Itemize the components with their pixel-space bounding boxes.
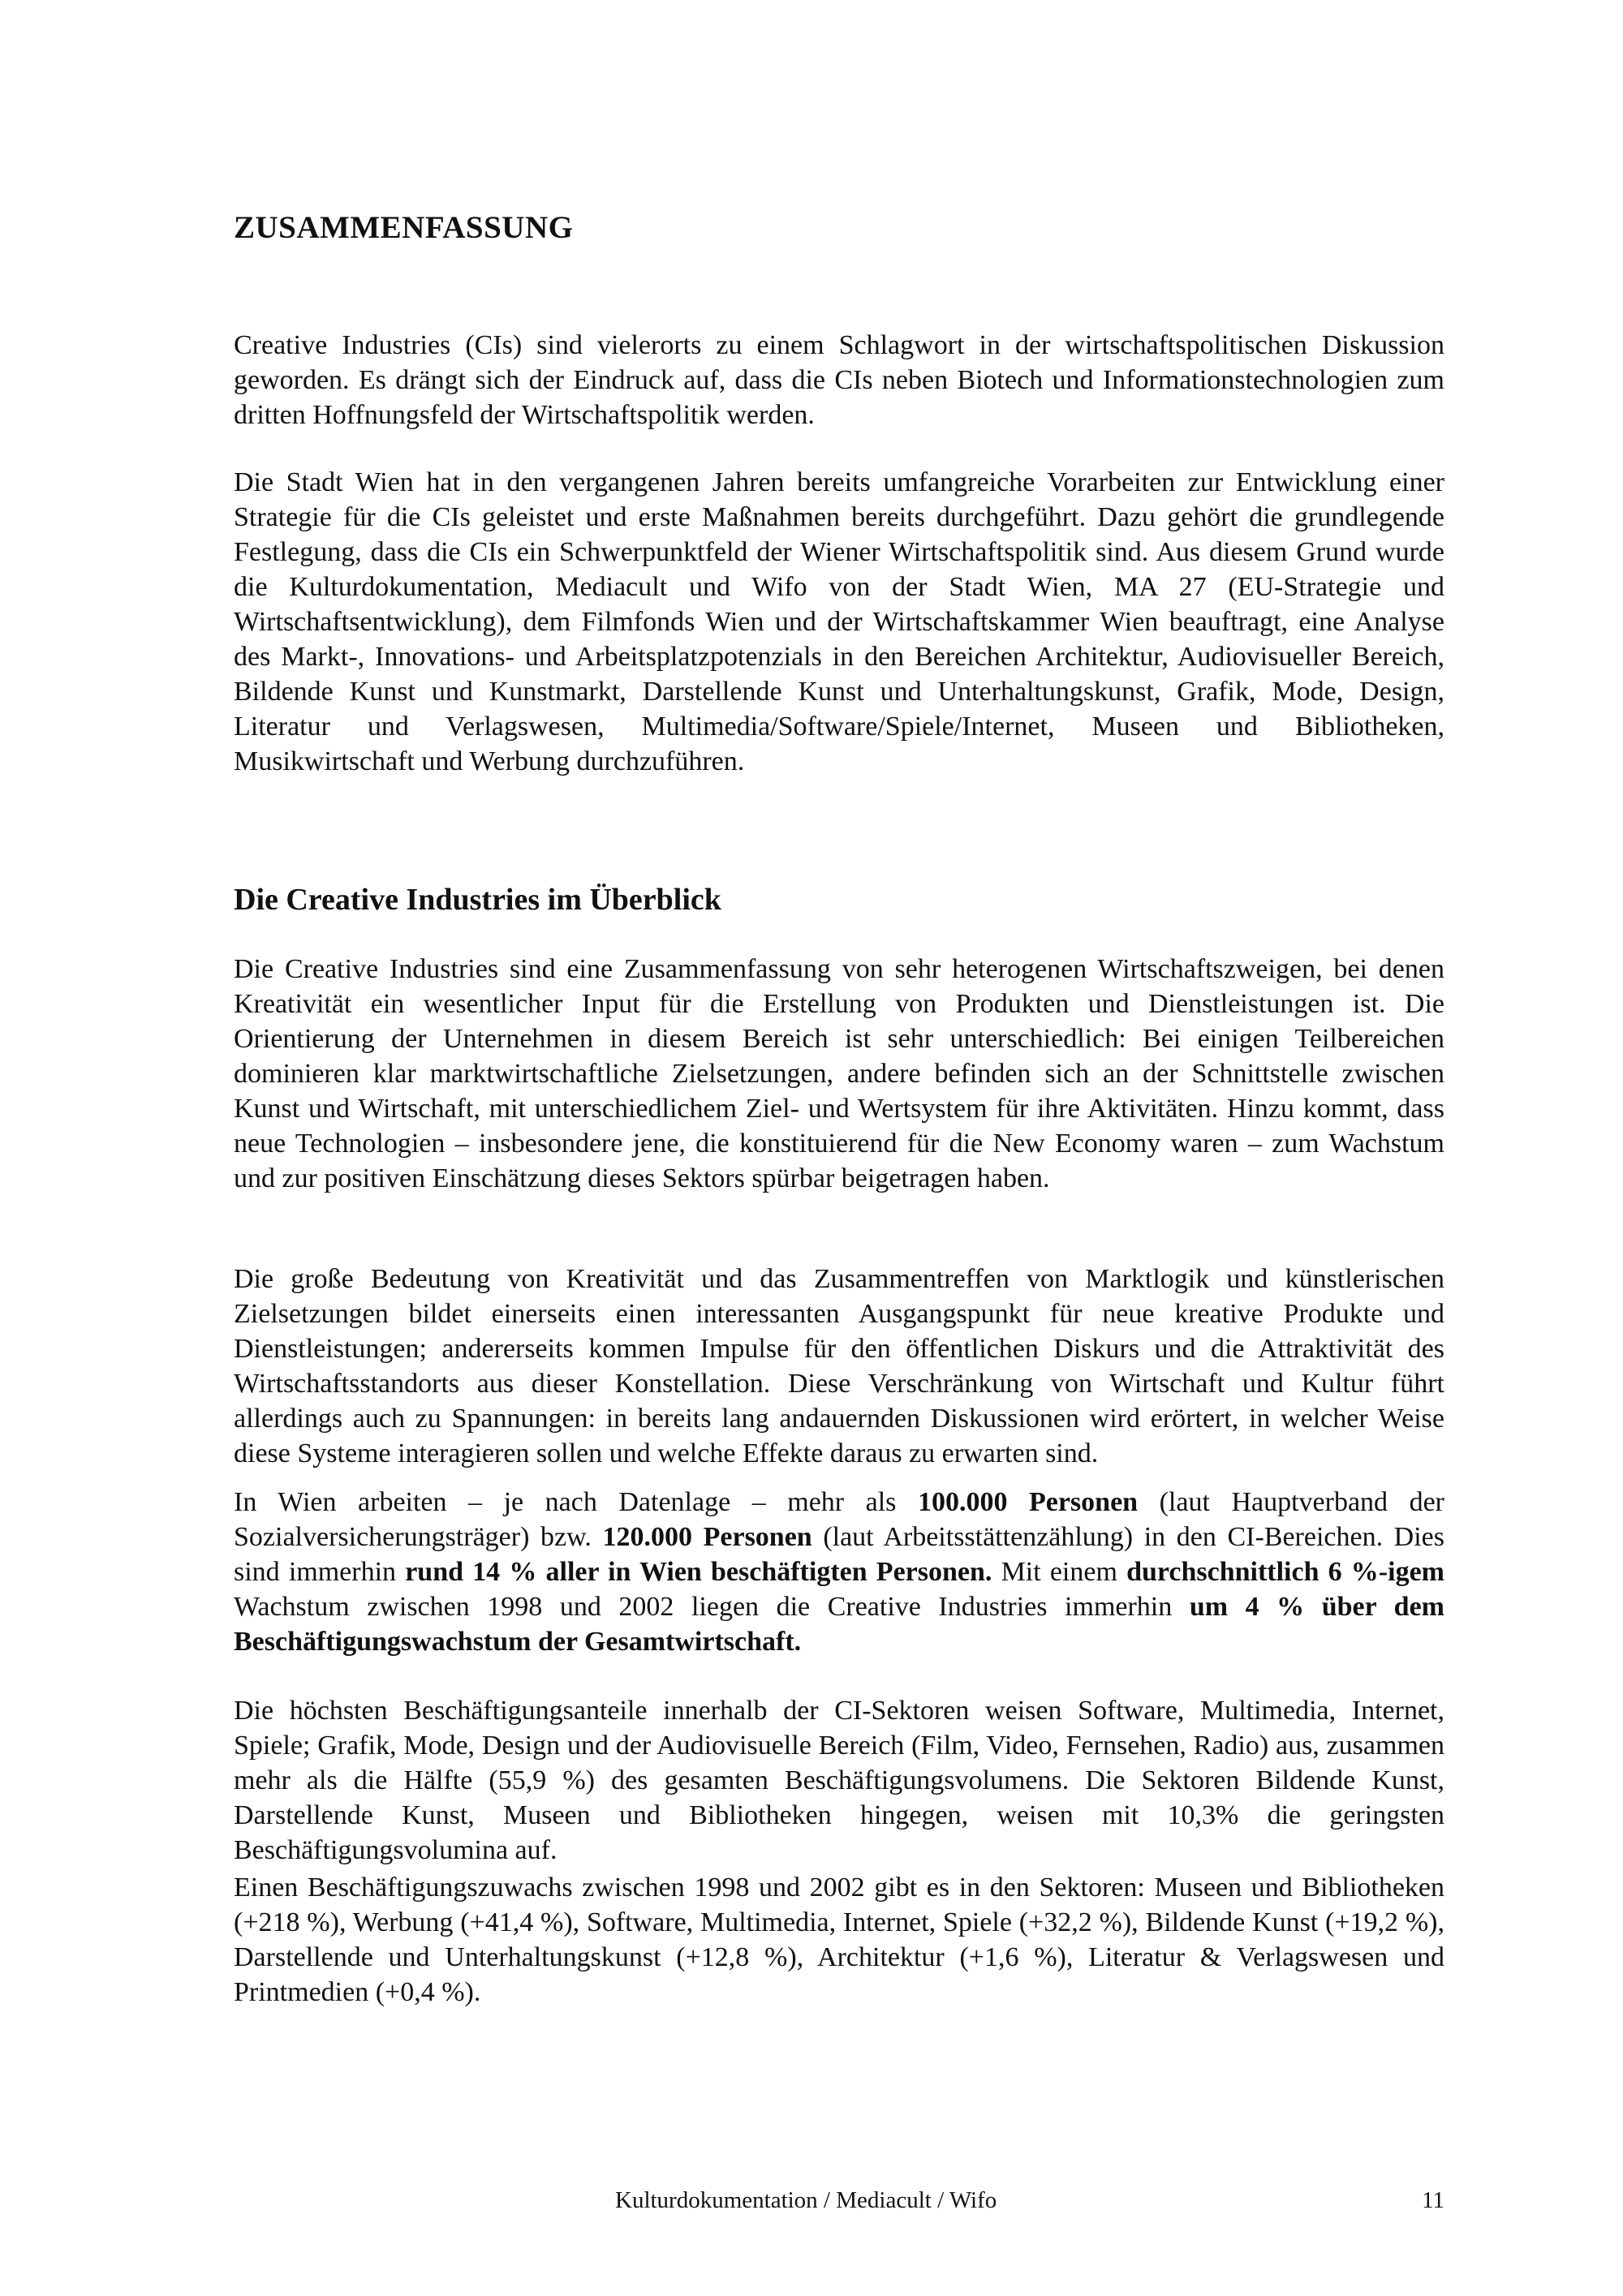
employment-highlight-share: rund 14 % aller in Wien beschäftigten Personen. <box>405 1557 992 1587</box>
section-heading: Die Creative Industries im Überblick <box>234 883 721 917</box>
employment-paragraph <box>234 1485 1444 1659</box>
employment-text-4: Mit einem <box>992 1557 1127 1587</box>
document-title: ZUSAMMENFASSUNG <box>234 210 574 245</box>
employment-text-3: (laut Arbeitsstättenzählung) in den CI-Bereichen. Dies sind immerhin <box>234 1522 1444 1587</box>
intro-paragraph-1: Creative Industries (CIs) sind vielerorts zu einem Schlagwort in der wirtschaftspolitischen Diskussion geworden. Es drängt sich der Eindruck auf, dass die CIs neben Biotech und Informationstechnologien zum dritten Hoffnungsfeld der Wirtschaftspolitik werden. <box>234 330 1444 430</box>
section-paragraph-2: Die große Bedeutung von Kreativität und das Zusammentreffen von Marktlogik und künstlerischen Zielsetzungen bildet einerseits einen interessanten Ausgangspunkt für neue kreative Produkte und Dienstleistungen; andererseits kommen Impulse für den öffentlichen Diskurs und die Attraktivität des Wirtschaftsstandorts aus dieser Konstellation. Diese Verschränkung von Wirtschaft und Kultur führt allerdings auch zu Spannungen: in bereits lang andauernden Diskussionen wird erörtert, in welcher Weise diese Systeme interagieren sollen und welche Effekte daraus zu erwarten sind. <box>234 1264 1444 1468</box>
employment-text-5: Wachstum zwischen 1998 und 2002 liegen die Creative Industries immerhin <box>234 1592 1190 1622</box>
page-number: 11 <box>1422 2187 1444 2213</box>
footer-text: Kulturdokumentation / Mediacult / Wifo <box>615 2187 997 2213</box>
employment-text-2: (laut Hauptverband der Sozialversicherungsträger) bzw. <box>234 1487 1444 1552</box>
employment-text-1: In Wien arbeiten – je nach Datenlage – mehr als <box>234 1487 918 1517</box>
closing-paragraph-1: Die höchsten Beschäftigungsanteile innerhalb der CI-Sektoren weisen Software, Multimedia, Internet, Spiele; Grafik, Mode, Design und der Audiovisuelle Bereich (Film, Video, Fernsehen, Radio) aus, zusammen mehr als die Hälfte (55,9 %) des gesamten Beschäftigungsvolumens. Die Sektoren Bildende Kunst, Darstellende Kunst, Museen und Bibliotheken hingegen, weisen mit 10,3% die geringsten Beschäftigungsvolumina auf. <box>234 1696 1444 1865</box>
employment-highlight-persons-az: 120.000 Personen <box>602 1522 812 1552</box>
employment-highlight-above-economy: um 4 % über dem Beschäftigungswachstum der Gesamtwirtschaft. <box>234 1592 1444 1657</box>
employment-highlight-growth: durchschnittlich 6 %-igem <box>1126 1557 1444 1587</box>
section-paragraph-1: Die Creative Industries sind eine Zusammenfassung von sehr heterogenen Wirtschaftszweigen, bei denen Kreativität ein wesentlicher Input für die Erstellung von Produkten und Dienstleistungen ist. Die Orientierung der Unternehmen in diesem Bereich ist sehr unterschiedlich: Bei einigen Teilbereichen dominieren klar marktwirtschaftliche Zielsetzungen, andere befinden sich an der Schnittstelle zwischen Kunst und Wirtschaft, mit unterschiedlichem Ziel- und Wertsystem für ihre Aktivitäten. Hinzu kommt, dass neue Technologien – insbesondere jene, die konstituierend für die New Economy waren – zum Wachstum und zur positiven Einschätzung dieses Sektors spürbar beigetragen haben. <box>234 954 1444 1193</box>
employment-highlight-persons-hv: 100.000 Personen <box>917 1487 1139 1517</box>
intro-paragraph-2: Die Stadt Wien hat in den vergangenen Jahren bereits umfangreiche Vorarbeiten zur Entwicklung einer Strategie für die CIs geleistet und erste Maßnahmen bereits durchgeführt. Dazu gehört die grundlegende Festlegung, dass die CIs ein Schwerpunktfeld der Wiener Wirtschaftspolitik sind. Aus diesem Grund wurde die Kulturdokumentation, Mediacult und Wifo von der Stadt Wien, MA 27 (EU-Strategie und Wirtschaftsentwicklung), dem Filmfonds Wien und der Wirtschaftskammer Wien beauftragt, eine Analyse des Markt-, Innovations- und Arbeitsplatzpotenzials in den Bereichen Architektur, Audiovisueller Bereich, Bildende Kunst und Kunstmarkt, Darstellende Kunst und Unterhaltungskunst, Grafik, Mode, Design, Literatur und Verlagswesen, Multimedia/Software/Spiele/Internet, Museen und Bibliotheken, Musikwirtschaft und Werbung durchzuführen. <box>234 467 1444 776</box>
closing-paragraph-2: Einen Beschäftigungszuwachs zwischen 1998 und 2002 gibt es in den Sektoren: Museen und Bibliotheken (+218 %), Werbung (+41,4 %), Software, Multimedia, Internet, Spiele (+32,2 %), Bildende Kunst (+19,2 %), Darstellende und Unterhaltungskunst (+12,8 %), Architektur (+1,6 %), Literatur & Verlagswesen und Printmedien (+0,4 %). <box>234 1872 1444 2007</box>
